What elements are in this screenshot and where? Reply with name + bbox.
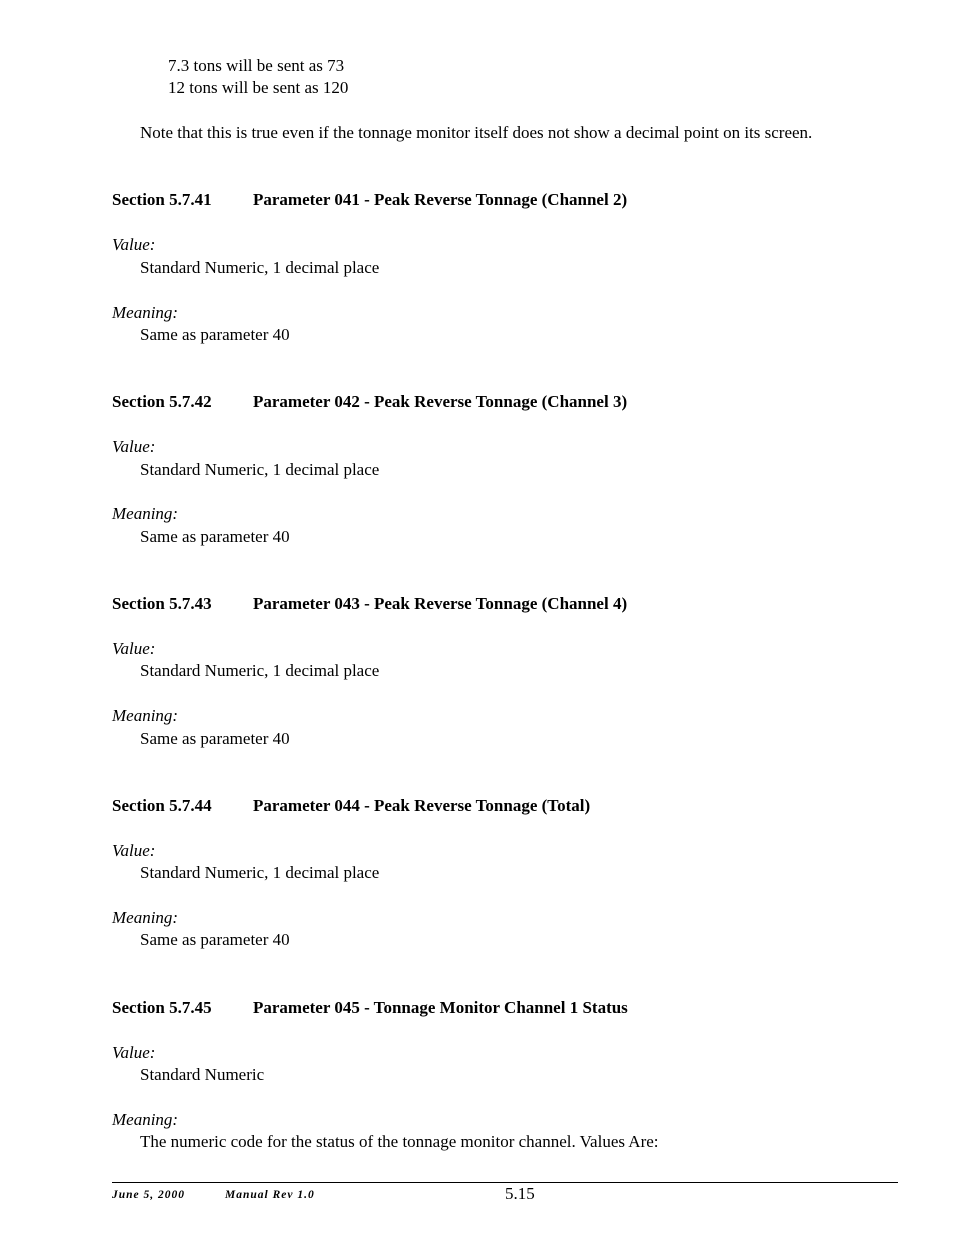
- intro-line-1: 7.3 tons will be sent as 73: [168, 56, 345, 75]
- value-text: Standard Numeric, 1 decimal place: [140, 258, 380, 277]
- meaning-text: Same as parameter 40: [140, 527, 290, 546]
- section-title: Parameter 043 - Peak Reverse Tonnage (Channel 4): [253, 594, 628, 613]
- section-title: Parameter 044 - Peak Reverse Tonnage (Total): [253, 796, 591, 815]
- section-number: Section 5.7.43: [112, 594, 212, 613]
- meaning-text: Same as parameter 40: [140, 930, 290, 949]
- footer-date: June 5, 2000: [112, 1189, 186, 1201]
- section-title: Parameter 041 - Peak Reverse Tonnage (Channel 2): [253, 190, 628, 209]
- meaning-text: Same as parameter 40: [140, 325, 290, 344]
- meaning-label: Meaning:: [112, 303, 179, 322]
- meaning-label: Meaning:: [112, 706, 179, 725]
- value-text: Standard Numeric, 1 decimal place: [140, 863, 380, 882]
- footer-rule: [112, 1182, 898, 1183]
- page-number: 5.15: [505, 1184, 535, 1203]
- meaning-label: Meaning:: [112, 504, 179, 523]
- meaning-label: Meaning:: [112, 1110, 179, 1129]
- value-label: Value:: [112, 1043, 156, 1062]
- footer-revision: Manual Rev 1.0: [225, 1189, 315, 1201]
- value-text: Standard Numeric, 1 decimal place: [140, 460, 380, 479]
- section-number: Section 5.7.42: [112, 392, 212, 411]
- meaning-label: Meaning:: [112, 908, 179, 927]
- meaning-text: The numeric code for the status of the tonnage monitor channel. Values Are:: [140, 1132, 659, 1151]
- value-label: Value:: [112, 841, 156, 860]
- value-text: Standard Numeric, 1 decimal place: [140, 661, 380, 680]
- meaning-text: Same as parameter 40: [140, 729, 290, 748]
- section-number: Section 5.7.45: [112, 998, 212, 1017]
- section-title: Parameter 042 - Peak Reverse Tonnage (Channel 3): [253, 392, 628, 411]
- intro-line-2: 12 tons will be sent as 120: [168, 78, 349, 97]
- intro-note: Note that this is true even if the tonnage monitor itself does not show a decimal point on its screen.: [140, 123, 813, 142]
- section-number: Section 5.7.44: [112, 796, 212, 815]
- value-text: Standard Numeric: [140, 1065, 265, 1084]
- value-label: Value:: [112, 235, 156, 254]
- section-number: Section 5.7.41: [112, 190, 212, 209]
- value-label: Value:: [112, 437, 156, 456]
- section-title: Parameter 045 - Tonnage Monitor Channel 1 Status: [253, 998, 628, 1017]
- value-label: Value:: [112, 639, 156, 658]
